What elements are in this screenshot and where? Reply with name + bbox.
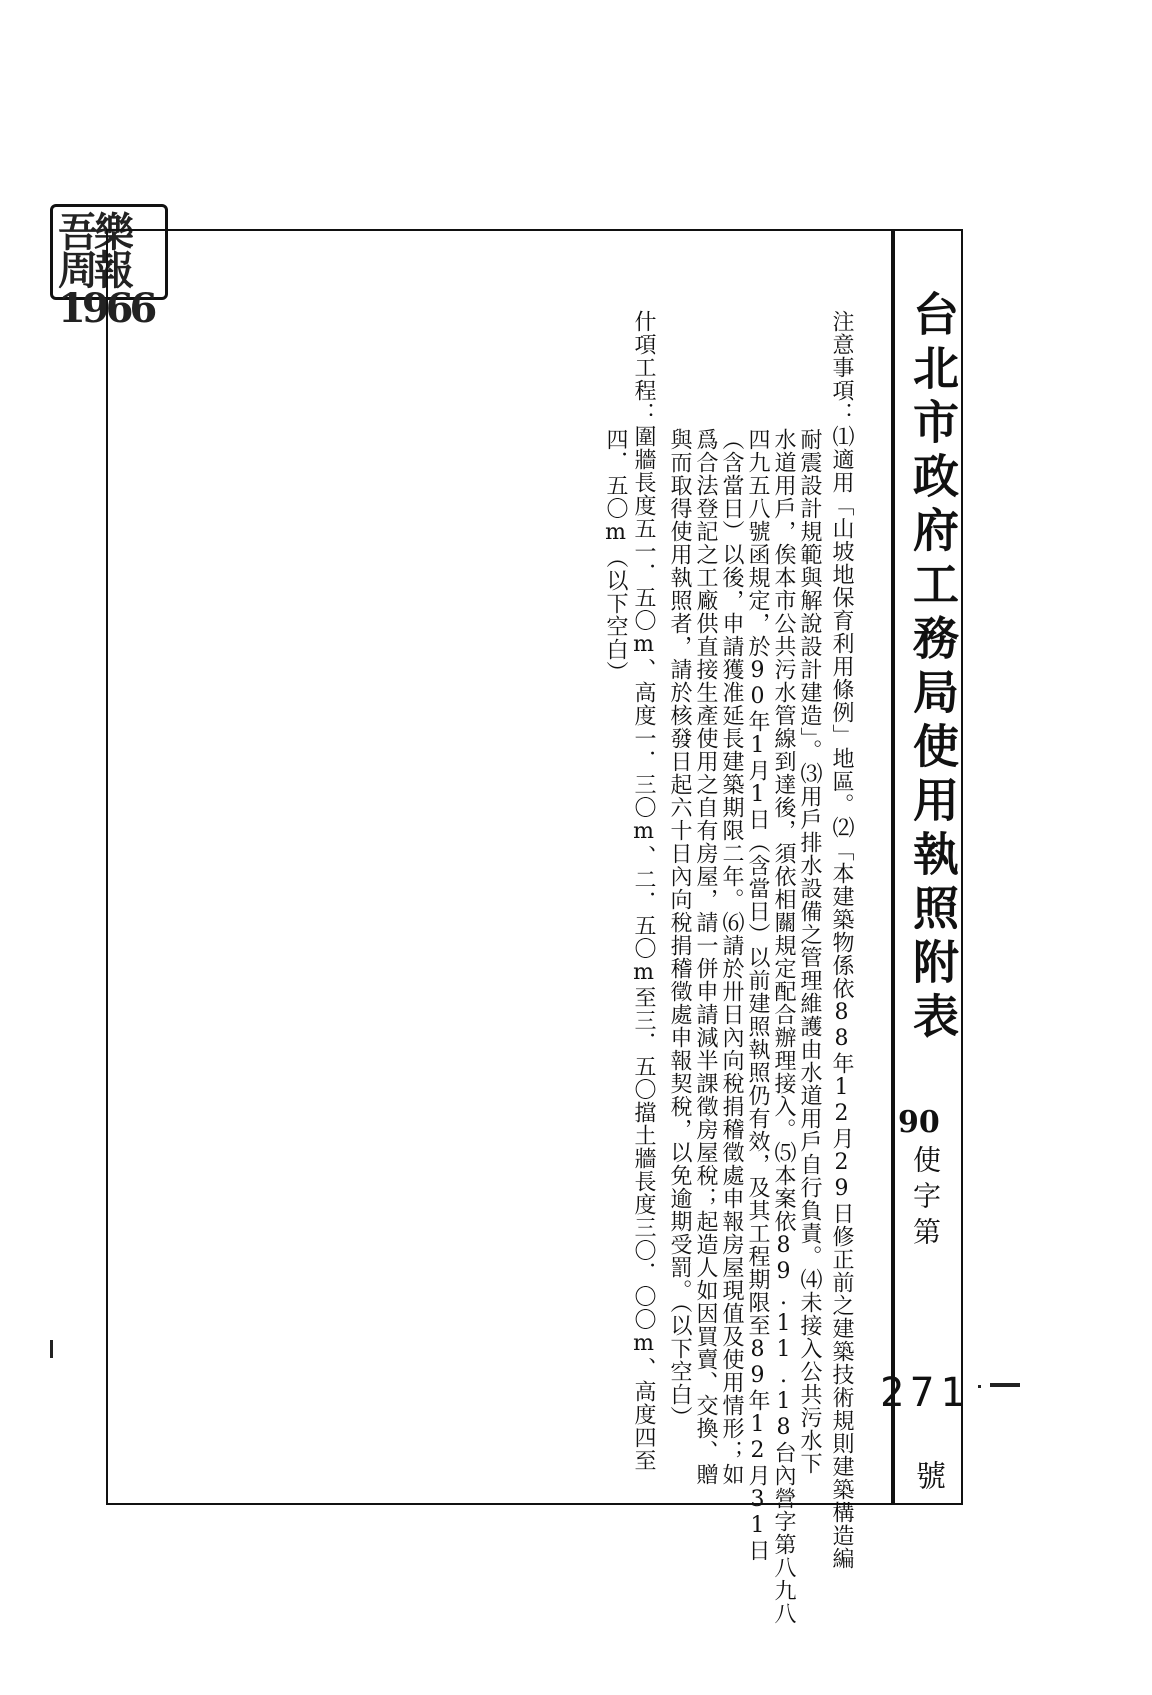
misc-line: 四．五〇m（以下空白）	[603, 428, 628, 684]
scan-mark	[990, 1383, 1020, 1387]
note-line: 耐震設計規範與解說設計建造」。⑶用戶排水設備之管理維護由水道用戶自行負責。⑷未接入公共污水下	[797, 428, 822, 1475]
note-line: （含當日）以後，申請獲准延長建築期限二年。⑹請於卅日內向稅捐稽徵處申報房屋現值及使用情形；如	[719, 428, 744, 1486]
scan-mark	[978, 1385, 981, 1388]
note-line: 四九五八號函規定，於90年1月1日（含當日）以前建照執照仍有效，及其工程期限至89年12月31日	[745, 428, 770, 1562]
scan-mark	[50, 1340, 53, 1358]
permit-suffix: 號	[910, 1460, 945, 1490]
note-line: 水道用戶，俟本市公共污水管線到達後，須依相關規定配合辦理接入。⑸本案依89.11.18台內營字第八九八	[771, 428, 796, 1625]
page-title: 台北市政府工務局使用執照附表	[906, 290, 960, 1046]
note-line: 注意事項：⑴適用「山坡地保育利用條例」地區。⑵「本建築物係依88年12月29日修正前之建築技術規則建築構造編	[829, 310, 854, 1570]
misc-line: 什項工程：圍牆長度五一．五〇m、高度一．三〇m、二．五〇m至三．五〇擋土牆長度三〇．〇〇m、高度四至	[631, 310, 656, 1472]
permit-year: 90	[898, 1105, 940, 1140]
seal-stamp-text: 吾樂周報1966	[58, 209, 154, 332]
column-divider	[893, 229, 895, 1505]
note-line: 與而取得使用執照者，請於核發日起六十日內向稅捐稽徵處申報契稅，以免逾期受罰。（以下空白）	[667, 428, 692, 1429]
permit-number: 271	[880, 1370, 971, 1416]
note-line: 爲合法登記之工廠供直接生產使用之自有房屋，請一併申請減半課徵房屋稅；起造人如因買賣、交換、贈	[693, 428, 718, 1486]
permit-label: 使字第	[909, 1145, 942, 1253]
